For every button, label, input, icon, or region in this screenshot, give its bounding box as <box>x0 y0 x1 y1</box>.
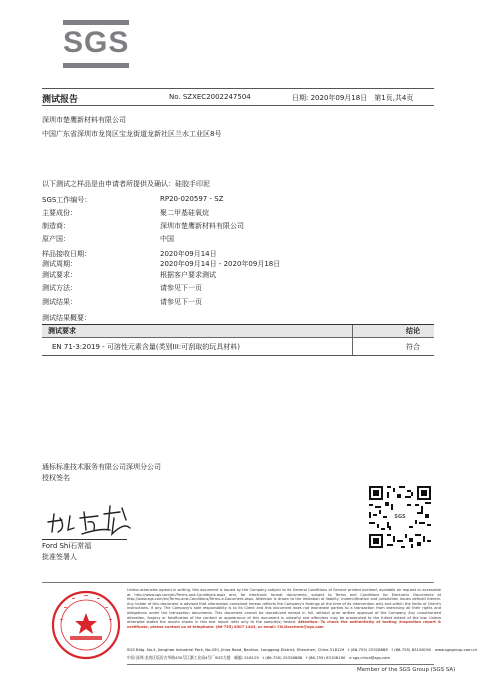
field-value-received-date: 2020年09月14日 <box>160 250 217 258</box>
footer-attention: Attention: To check the authenticity of testing /inspection report & certificate, please contact us at telephone: (86-755) 8307 1443, or email: CN.Doccheck@sgs.com <box>127 620 442 629</box>
company-seal-stamp <box>50 589 122 661</box>
report-number: No. SZXEC2002247504 <box>169 93 251 101</box>
signatory-name: Ford Shi石常福 <box>42 542 92 550</box>
footer-rule <box>42 582 434 583</box>
field-label-test-result: 测试结果： <box>42 298 77 306</box>
field-value-composition: 聚二甲基硅氧烷 <box>160 209 209 217</box>
client-name: 深圳市楚鹰新材料有限公司 <box>42 116 126 124</box>
field-label-composition: 主要成份： <box>42 209 77 217</box>
results-column-divider <box>352 325 353 355</box>
signatory-company: 通标标准技术服务有限公司深圳分公司 <box>42 463 161 471</box>
field-label-test-period: 测试周期： <box>42 260 77 268</box>
qr-code[interactable] <box>369 486 431 548</box>
footer-disclaimer <box>127 588 441 629</box>
results-row-requirement: EN 71-3:2019 - 可溶性元素含量(类别III:可刮取的玩具材料) <box>52 343 240 351</box>
field-label-test-method: 测试方法： <box>42 284 77 292</box>
signature-line <box>42 539 127 540</box>
report-date-page: 日期: 2020年09月18日 第1页,共4页 <box>292 94 414 102</box>
field-value-test-method: 请参见下一页 <box>160 284 202 292</box>
signatory-authorized-label: 授权签名 <box>42 474 70 482</box>
handwritten-signature <box>40 500 150 538</box>
field-label-received-date: 样品接收日期： <box>42 250 91 258</box>
sgs-logo <box>63 20 129 68</box>
results-head-requirement: 测试要求 <box>48 327 76 335</box>
field-value-test-period: 2020年09月14日 - 2020年09月18日 <box>160 260 281 268</box>
footer-address-english: SGS Bldg. No.4, Jianghao Industrial Park, No.430, Jihua Road, Bantian, Longgang District, Shenzhen, China 518129 t (86-755) 25328888 f (86-755) 83108190 www.sgsgroup.com.cn <box>127 647 477 652</box>
results-table <box>42 324 434 356</box>
footer-rule-bottom <box>127 664 434 665</box>
results-row-conclusion: 符合 <box>406 343 420 351</box>
summary-label: 测试结果概要： <box>42 314 91 322</box>
header-rule-bottom <box>42 105 434 106</box>
field-label-manufacturer: 制造商： <box>42 222 70 230</box>
field-label-origin: 原产国： <box>42 235 70 243</box>
footer-disclaimer-text: Unless otherwise agreed in writing, this document is issued by the Company subject to its General Conditions of Service printed overleaf, available on request or accessible at http://www.sgs.com/en/Terms-and-Conditions.aspx and, for electronic format documents, subject to Terms and Conditions for Electronic Documents at http://www.sgs.com/en/Terms-and-Conditions/Terms-e-Document.aspx. Attention is drawn to the limitation of liability, indemnification and jurisdiction issues defined therein. Any holder of this document is advised that information contained hereon reflects the Company's findings at the time of its intervention only and within the limits of Client's instructions, if any. The Company's sole responsibility is to its Client and this document does not exonerate parties to a transaction from exercising all their rights and obligations under the transaction documents. This document cannot be reproduced except in full, without prior written approval of the Company. Any unauthorized alteration, forgery or falsification of the content or appearance of this document is unlawful and offenders may be prosecuted to the fullest extent of the law. Unless otherwise stated the results shown in this test report refer only to the sample(s) tested. <box>127 588 441 625</box>
sgs-logo-text: SGS <box>63 26 130 59</box>
client-address: 中国广东省深圳市龙岗区宝龙街道龙新社区兰水工业区8号 <box>42 130 222 138</box>
results-table-header <box>42 325 434 338</box>
footer-member-note: Member of the SGS Group (SGS SA) <box>357 667 456 673</box>
signatory-title: 批准签署人 <box>42 553 77 561</box>
footer-address-chinese: 中国·深圳·龙岗区坂田吉华路430号江灏工业园4号厂SGS大楼 邮编: 518129 t (86-755) 25328888 f (86-755) 83108190 e sgs.china@sgs.com <box>127 655 391 660</box>
sample-intro: 以下测试之样品是由申请者所提供及确认：硅胶手印泥 <box>42 180 210 188</box>
field-value-manufacturer: 深圳市楚鹰新材料有限公司 <box>160 222 244 230</box>
field-value-test-result: 请参见下一页 <box>160 298 202 306</box>
results-head-conclusion: 结论 <box>406 327 420 335</box>
field-value-job-no: RP20-020597 - SZ <box>160 195 224 203</box>
header-rule-top <box>42 88 434 89</box>
field-label-job-no: SGS工作编号： <box>42 196 92 204</box>
qr-center-label: SGS <box>391 510 409 524</box>
report-title: 测试报告 <box>42 95 79 105</box>
field-label-test-request: 测试要求： <box>42 271 77 279</box>
field-value-origin: 中国 <box>160 235 174 243</box>
field-value-test-request: 根据客户要求测试 <box>160 271 216 279</box>
